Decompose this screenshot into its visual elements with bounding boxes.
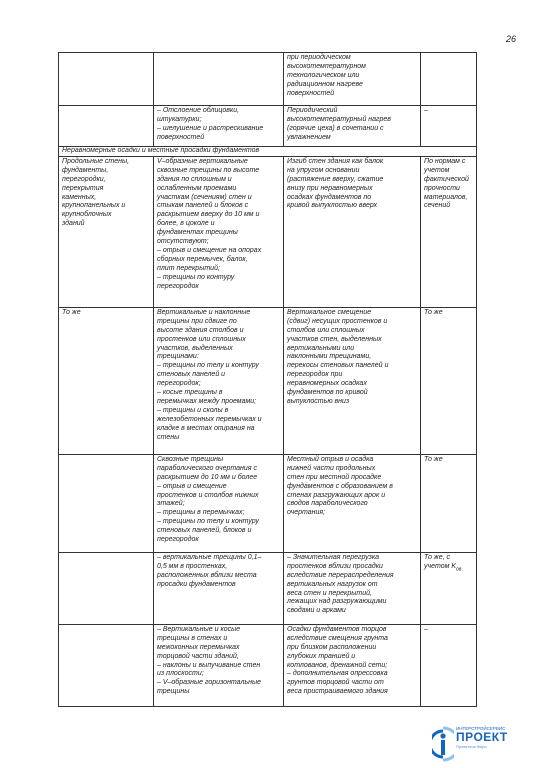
table-cell: – Вертикальные и косые трещины в стенах и межоконных перемычках торцовой части зданий, – наклоны и выпучивание стен из плоскости; – V–образные горизонтальные трещины [154, 624, 284, 706]
coefficient-subscript: ов [456, 566, 462, 573]
table-cell: Изгиб стен здания как балок на упругом основании (растяжение вверху, сжатие внизу при неравномерных осадках фундаментов по кривой выпуклостью вверх [284, 156, 421, 307]
section-title: Неравномерные осадки и местные просадки фундаментов [59, 147, 477, 157]
table-row [59, 106, 477, 147]
table-cell: – вертикальные трещины 0,1– 0,5 мм в простенках, расположенных вблизи места просадки фундаментов [154, 552, 284, 624]
defects-table [58, 52, 477, 707]
table-cell: То же [421, 454, 477, 552]
table-row [59, 307, 477, 454]
company-logo [432, 726, 516, 764]
logo-emblem-icon [432, 726, 454, 762]
table-cell [59, 454, 154, 552]
table-row [59, 624, 477, 706]
table-cell: – [421, 106, 477, 147]
section-header-row [59, 147, 477, 157]
table-row [59, 454, 477, 552]
table-cell: Сквозные трещины параболического очертания с раскрытием до 10 мм и более – отрыв и смещение простенков и столбов нижних этажей; – трещины в перемычках; – трещины по телу и контуру стеновых панелей, блоков и перегородок [154, 454, 284, 552]
logo-top-text: ИНТЕРСТРОЙСЕРВИС [456, 726, 506, 731]
table-row [59, 156, 477, 307]
table-cell: По нормам с учетом фактической прочности материалов, сечений [421, 156, 477, 307]
table-cell [59, 552, 154, 624]
table-cell: – Отслоение облицовки, штукатурки; – шелушение и растрескивание поверхностей [154, 106, 284, 147]
table-cell: Местный отрыв и осадка нижней части продольных стен при местной просадке фундаментов с образованием в стенах разгружающих арок и сводов параболического очертания; [284, 454, 421, 552]
logo-main-text: ПРОЕКТ [456, 730, 508, 744]
table-row [59, 552, 477, 624]
page-number: 26 [505, 34, 516, 44]
table-cell [421, 552, 477, 624]
table-cell: То же [421, 307, 477, 454]
table-cell: при периодическом высокотемпературном технологическом или радиационном нагреве поверхностей [284, 53, 421, 106]
table-cell: V–образные вертикальные сквозные трещины по высоте здания по сплошным и ослабленным проемами участкам (сечениям) стен и стыкам панелей и блоков с раскрытием вверху до 10 мм и более, в цоколе и фундаментах трещины отсутствуют; – отрыв и смещение на опорах сборных перемычек, балок, плит перекрытий; – трещины по контуру перегородок [154, 156, 284, 307]
table-cell [59, 53, 154, 106]
table-cell: Осадки фундаментов торцов вследствие смещения грунта при близком расположении глубоких траншей и котлованов, дренажной сети; – дополнительная опрессовка грунтов торцовой части от веса пристраиваемого здания [284, 624, 421, 706]
table-cell [154, 53, 284, 106]
table-cell: – Значительная перегрузка простенков вблизи просадки вследствие перераспределения вертикальных нагрузок от веса стен и перекрытий, лежащих над разгружающими сводами и арками [284, 552, 421, 624]
table-cell [59, 106, 154, 147]
table-cell [421, 53, 477, 106]
table-row [59, 53, 477, 106]
table-cell: Вертикальное смещение (сдвиг) несущих простенков и столбов или сплошных участков стен, выделенных вертикальными или наклонными трещинами, перекосы стеновых панелей и перегородок при неравномерных осадках фундаментов по кривой выпуклостью вниз [284, 307, 421, 454]
coefficient-text: То же, с учетом K [424, 553, 456, 570]
table-cell [59, 624, 154, 706]
table-cell: Вертикальные и наклонные трещины при сдвиге по высоте здания столбов и простенков или сплошных участков, выделенных трещинами: – трещины по телу и контуру стеновых панелей и перегородок; – косые трещины в перемычках между проемами; – трещины и сколы в железобетонных перемычках и кладке в местах опирания на стены [154, 307, 284, 454]
table-cell: То же [59, 307, 154, 454]
table-cell: Продольные стены, фундаменты, перегородки, перекрытия каменных, крупнопанельных и крупноблочных зданий [59, 156, 154, 307]
logo-sub-text: Проектное бюро [456, 744, 487, 749]
table-cell: – [421, 624, 477, 706]
table-cell: Периодический высокотемпературный нагрев (горячие цеха) в сочетании с увлажнением [284, 106, 421, 147]
